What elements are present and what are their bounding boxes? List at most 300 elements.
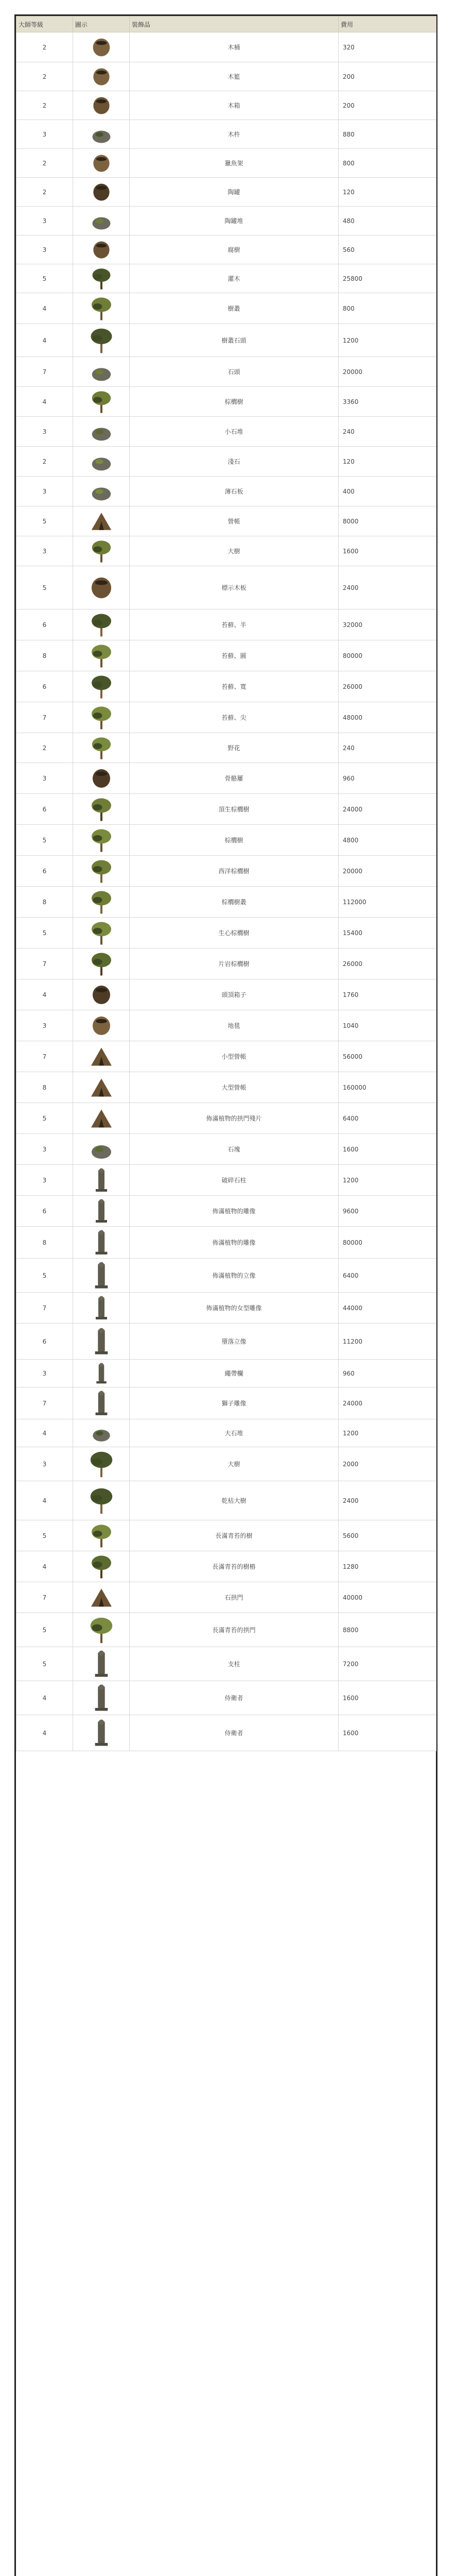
row-cost: 25800 — [339, 264, 436, 293]
rotten-log-icon — [73, 238, 129, 262]
table-row — [16, 640, 436, 671]
row-cost: 560 — [339, 235, 436, 264]
row-name: 野花 — [130, 733, 339, 763]
table-row — [16, 1259, 436, 1293]
guardian-icon — [73, 1684, 129, 1713]
row-level: 7 — [16, 357, 73, 387]
row-image — [73, 763, 130, 794]
pillar-icon — [73, 1650, 129, 1679]
row-cost: 1200 — [339, 324, 436, 357]
row-level: 3 — [16, 207, 73, 235]
lion-statue-icon — [73, 1390, 129, 1417]
row-level: 3 — [16, 1165, 73, 1196]
table-row — [16, 1447, 436, 1481]
tall-tree-icon — [73, 1450, 129, 1479]
decorations-table — [16, 16, 436, 1751]
row-image — [73, 32, 130, 62]
row-cost: 6400 — [339, 1259, 436, 1293]
table-row — [16, 324, 436, 357]
overgrown-statue-2-icon — [73, 1229, 129, 1256]
fallen-statue-icon — [73, 1327, 129, 1356]
row-image — [73, 1613, 130, 1647]
row-image — [73, 1227, 130, 1259]
mossy-stump-icon — [73, 1554, 129, 1580]
row-cost: 240 — [339, 733, 436, 763]
shrub-icon — [73, 267, 129, 291]
row-name: 侍衛者 — [130, 1715, 339, 1751]
row-level: 5 — [16, 506, 73, 536]
row-level: 6 — [16, 1196, 73, 1227]
mossy-arch-icon — [73, 1616, 129, 1645]
tent-icon — [73, 509, 129, 534]
row-image — [73, 1010, 130, 1041]
row-image — [73, 856, 130, 887]
row-level: 4 — [16, 293, 73, 324]
palm-icon — [73, 389, 129, 414]
row-image — [73, 1041, 130, 1072]
table-row — [16, 1551, 436, 1582]
row-image — [73, 447, 130, 477]
mossy-tree-icon — [73, 1523, 129, 1549]
table-row — [16, 417, 436, 447]
table-row — [16, 918, 436, 948]
row-name: 木箱 — [130, 91, 339, 120]
table-row — [16, 1324, 436, 1360]
header-cost: 費用 — [339, 16, 436, 32]
row-cost: 32000 — [339, 609, 436, 640]
row-level: 2 — [16, 32, 73, 62]
row-image — [73, 235, 130, 264]
bush-rock-icon — [73, 327, 129, 354]
row-cost: 5600 — [339, 1520, 436, 1551]
row-cost: 26000 — [339, 948, 436, 979]
row-level: 5 — [16, 825, 73, 856]
header-name: 裝飾品 — [130, 16, 339, 32]
row-name: 樹叢 — [130, 293, 339, 324]
moss-spire-icon — [73, 705, 129, 731]
row-image — [73, 1324, 130, 1360]
row-level: 6 — [16, 1324, 73, 1360]
row-cost: 1600 — [339, 1715, 436, 1751]
row-image — [73, 120, 130, 149]
row-level: 2 — [16, 62, 73, 91]
overgrown-statue-icon — [73, 1198, 129, 1224]
large-tent-icon — [73, 1075, 129, 1100]
table-row — [16, 948, 436, 979]
table-row — [16, 477, 436, 506]
row-level: 7 — [16, 1582, 73, 1613]
row-level: 4 — [16, 1419, 73, 1447]
row-level: 5 — [16, 1103, 73, 1134]
row-image — [73, 887, 130, 918]
row-name: 支柱 — [130, 1647, 339, 1681]
row-name: 石拱門 — [130, 1582, 339, 1613]
row-cost: 11200 — [339, 1324, 436, 1360]
table-row — [16, 1387, 436, 1419]
broken-pillar-icon — [73, 1167, 129, 1193]
row-level: 4 — [16, 979, 73, 1010]
row-level: 4 — [16, 324, 73, 357]
row-level: 7 — [16, 702, 73, 733]
table-row — [16, 702, 436, 733]
moss-round-icon — [73, 643, 129, 669]
row-level: 3 — [16, 1134, 73, 1165]
row-image — [73, 1259, 130, 1293]
row-name: 骨骼屢 — [130, 763, 339, 794]
table-row — [16, 357, 436, 387]
table-row — [16, 1520, 436, 1551]
row-image — [73, 979, 130, 1010]
row-image — [73, 794, 130, 825]
table-row — [16, 1010, 436, 1041]
row-cost: 480 — [339, 207, 436, 235]
row-cost: 1280 — [339, 1551, 436, 1582]
guardian-2-icon — [73, 1719, 129, 1748]
row-image — [73, 702, 130, 733]
table-row — [16, 733, 436, 763]
row-cost: 1040 — [339, 1010, 436, 1041]
table-row — [16, 794, 436, 825]
table-row — [16, 763, 436, 794]
row-cost: 6400 — [339, 1103, 436, 1134]
table-row — [16, 178, 436, 207]
row-level: 5 — [16, 1613, 73, 1647]
table-row — [16, 536, 436, 566]
row-name: 生心棕櫚樹 — [130, 918, 339, 948]
row-cost: 7200 — [339, 1647, 436, 1681]
row-cost: 20000 — [339, 357, 436, 387]
row-cost: 24000 — [339, 1387, 436, 1419]
wildflower-icon — [73, 736, 129, 760]
row-image — [73, 1360, 130, 1387]
row-level: 8 — [16, 1227, 73, 1259]
row-name: 乾枯大樹 — [130, 1481, 339, 1520]
row-image — [73, 1520, 130, 1551]
row-cost: 8800 — [339, 1613, 436, 1647]
row-cost: 3360 — [339, 387, 436, 417]
row-level: 2 — [16, 447, 73, 477]
barrel-icon — [73, 35, 129, 60]
row-name: 大型營帳 — [130, 1072, 339, 1103]
row-level: 3 — [16, 1010, 73, 1041]
row-name: 石塊 — [130, 1134, 339, 1165]
row-image — [73, 1293, 130, 1324]
wooden-bucket-icon — [73, 94, 129, 117]
table-row — [16, 1134, 436, 1165]
row-name: 頭頂箱子 — [130, 979, 339, 1010]
row-cost: 240 — [339, 417, 436, 447]
header-level: 大師等級 — [16, 16, 73, 32]
row-image — [73, 1165, 130, 1196]
row-cost: 80000 — [339, 640, 436, 671]
row-cost: 320 — [339, 32, 436, 62]
sign-board-icon — [73, 573, 129, 602]
row-cost: 8000 — [339, 506, 436, 536]
row-image — [73, 1196, 130, 1227]
table-row — [16, 1227, 436, 1259]
row-name: 苔蘚、半 — [130, 609, 339, 640]
row-level: 2 — [16, 91, 73, 120]
row-cost: 960 — [339, 1360, 436, 1387]
bones-icon — [73, 766, 129, 791]
row-image — [73, 566, 130, 609]
row-cost: 112000 — [339, 887, 436, 918]
row-level: 6 — [16, 609, 73, 640]
western-palm-icon — [73, 858, 129, 884]
table-row — [16, 1041, 436, 1072]
row-level: 5 — [16, 1259, 73, 1293]
row-level: 2 — [16, 149, 73, 178]
jar-pile-icon — [73, 209, 129, 233]
row-cost: 1760 — [339, 979, 436, 1010]
row-image — [73, 733, 130, 763]
row-name: 陶罐 — [130, 178, 339, 207]
row-name: 木桶 — [130, 32, 339, 62]
palm-cluster-icon — [73, 889, 129, 915]
row-image — [73, 1387, 130, 1419]
row-image — [73, 1134, 130, 1165]
row-level: 3 — [16, 235, 73, 264]
table-row — [16, 1582, 436, 1613]
row-level: 7 — [16, 1387, 73, 1419]
table-row — [16, 887, 436, 918]
row-image — [73, 536, 130, 566]
row-cost: 1200 — [339, 1165, 436, 1196]
rug-icon — [73, 1013, 129, 1039]
row-level: 3 — [16, 120, 73, 149]
row-name: 標示木板 — [130, 566, 339, 609]
row-cost: 44000 — [339, 1293, 436, 1324]
row-image — [73, 387, 130, 417]
row-name: 繩帶欄 — [130, 1360, 339, 1387]
table-row — [16, 32, 436, 62]
row-name: 地毯 — [130, 1010, 339, 1041]
table-row — [16, 979, 436, 1010]
row-name: 棕櫚樹 — [130, 825, 339, 856]
table-row — [16, 1072, 436, 1103]
row-cost: 1600 — [339, 536, 436, 566]
flat-stone-icon — [73, 449, 129, 474]
row-image — [73, 1419, 130, 1447]
row-image — [73, 825, 130, 856]
row-name: 墮落立像 — [130, 1324, 339, 1360]
wood-pile-icon — [73, 123, 129, 146]
row-level: 5 — [16, 1647, 73, 1681]
row-name: 大樹 — [130, 536, 339, 566]
row-name: 腐樹 — [130, 235, 339, 264]
row-name: 長滿青苔的樹 — [130, 1520, 339, 1551]
row-level: 3 — [16, 763, 73, 794]
row-image — [73, 62, 130, 91]
row-image — [73, 1647, 130, 1681]
crate-icon — [73, 982, 129, 1008]
row-cost: 9600 — [339, 1196, 436, 1227]
table-row — [16, 1103, 436, 1134]
row-name: 大石堆 — [130, 1419, 339, 1447]
row-name: 樹叢石頭 — [130, 324, 339, 357]
row-image — [73, 264, 130, 293]
table-row — [16, 149, 436, 178]
dead-tree-icon — [73, 1486, 129, 1515]
table-row — [16, 293, 436, 324]
table-row — [16, 387, 436, 417]
heart-palm-icon — [73, 920, 129, 946]
table-row — [16, 91, 436, 120]
row-cost: 800 — [339, 293, 436, 324]
bush-icon — [73, 296, 129, 321]
row-image — [73, 417, 130, 447]
row-level: 3 — [16, 1447, 73, 1481]
row-level: 3 — [16, 536, 73, 566]
table-row — [16, 1613, 436, 1647]
row-name: 長滿青苔的拱門 — [130, 1613, 339, 1647]
row-level: 8 — [16, 1072, 73, 1103]
table-row — [16, 120, 436, 149]
row-level: 2 — [16, 178, 73, 207]
standing-statue-icon — [73, 1261, 129, 1290]
row-image — [73, 506, 130, 536]
table-row — [16, 1360, 436, 1387]
row-name: 獵魚架 — [130, 149, 339, 178]
row-level: 5 — [16, 264, 73, 293]
small-tent-icon — [73, 1044, 129, 1070]
row-cost: 1600 — [339, 1681, 436, 1715]
row-level: 6 — [16, 794, 73, 825]
row-name: 片岩棕櫚樹 — [130, 948, 339, 979]
row-name: 小石堆 — [130, 417, 339, 447]
row-image — [73, 1481, 130, 1520]
row-cost: 24000 — [339, 794, 436, 825]
row-image — [73, 357, 130, 387]
row-cost: 40000 — [339, 1582, 436, 1613]
row-cost: 56000 — [339, 1041, 436, 1072]
row-name: 佈滿植物的雕像 — [130, 1227, 339, 1259]
row-cost: 400 — [339, 477, 436, 506]
row-name: 木杵 — [130, 120, 339, 149]
rope-stand-icon — [73, 1362, 129, 1385]
row-name: 陶罐堆 — [130, 207, 339, 235]
row-level: 8 — [16, 887, 73, 918]
row-image — [73, 640, 130, 671]
row-name: 破碎石柱 — [130, 1165, 339, 1196]
row-image — [73, 671, 130, 702]
clay-jar-icon — [73, 180, 129, 204]
row-cost: 4800 — [339, 825, 436, 856]
row-name: 西洋棕櫚樹 — [130, 856, 339, 887]
row-image — [73, 948, 130, 979]
row-image — [73, 149, 130, 178]
header-image: 圖示 — [73, 16, 130, 32]
table-row — [16, 1196, 436, 1227]
row-level: 8 — [16, 640, 73, 671]
table-row — [16, 566, 436, 609]
table-row — [16, 1481, 436, 1520]
row-cost: 15400 — [339, 918, 436, 948]
table-row — [16, 1293, 436, 1324]
row-cost: 1200 — [339, 1419, 436, 1447]
table-row — [16, 1715, 436, 1751]
stone-slab-icon — [73, 479, 129, 504]
row-level: 2 — [16, 733, 73, 763]
row-image — [73, 207, 130, 235]
row-level: 4 — [16, 387, 73, 417]
row-image — [73, 91, 130, 120]
table-frame — [14, 14, 437, 2576]
row-cost: 2400 — [339, 1481, 436, 1520]
top-palm-icon — [73, 796, 129, 822]
row-cost: 880 — [339, 120, 436, 149]
moss-half-icon — [73, 612, 129, 638]
table-row — [16, 62, 436, 91]
tree-icon — [73, 539, 129, 564]
row-name: 淺石 — [130, 447, 339, 477]
table-row — [16, 235, 436, 264]
row-name: 苔蘚、圓 — [130, 640, 339, 671]
row-image — [73, 1447, 130, 1481]
row-cost: 120 — [339, 447, 436, 477]
row-level: 3 — [16, 1360, 73, 1387]
row-name: 薄石板 — [130, 477, 339, 506]
row-level: 4 — [16, 1551, 73, 1582]
row-cost: 80000 — [339, 1227, 436, 1259]
row-cost: 48000 — [339, 702, 436, 733]
rock-pile-icon — [73, 1422, 129, 1445]
row-name: 長滿青苔的樹樁 — [130, 1551, 339, 1582]
table-row — [16, 825, 436, 856]
row-image — [73, 1103, 130, 1134]
row-level: 7 — [16, 948, 73, 979]
row-image — [73, 477, 130, 506]
table-row — [16, 1419, 436, 1447]
row-image — [73, 609, 130, 640]
table-row — [16, 1681, 436, 1715]
row-name: 營帳 — [130, 506, 339, 536]
row-name: 苔蘚、寬 — [130, 671, 339, 702]
row-level: 5 — [16, 918, 73, 948]
row-cost: 800 — [339, 149, 436, 178]
row-name: 灌木 — [130, 264, 339, 293]
row-level: 4 — [16, 1481, 73, 1520]
palm-small-icon — [73, 827, 129, 853]
table-row — [16, 609, 436, 640]
table-header-row — [16, 16, 436, 32]
moss-wide-icon — [73, 674, 129, 700]
row-level: 4 — [16, 1681, 73, 1715]
row-name: 苔蘚、尖 — [130, 702, 339, 733]
row-name: 大樹 — [130, 1447, 339, 1481]
table-row — [16, 506, 436, 536]
row-cost: 960 — [339, 763, 436, 794]
row-name: 佈滿植物的雕像 — [130, 1196, 339, 1227]
table-row — [16, 1165, 436, 1196]
row-cost: 2400 — [339, 566, 436, 609]
stone-block-icon — [73, 1137, 129, 1162]
table-row — [16, 856, 436, 887]
fish-rack-icon — [73, 151, 129, 175]
row-name: 佈滿植物的女型雕像 — [130, 1293, 339, 1324]
row-cost: 200 — [339, 91, 436, 120]
table-row — [16, 264, 436, 293]
row-name: 小型營帳 — [130, 1041, 339, 1072]
row-image — [73, 1681, 130, 1715]
row-cost: 160000 — [339, 1072, 436, 1103]
row-cost: 26000 — [339, 671, 436, 702]
female-statue-icon — [73, 1295, 129, 1321]
small-stone-icon — [73, 419, 129, 444]
basket-icon — [73, 65, 129, 89]
rock-icon — [73, 360, 129, 384]
row-name: 棕櫚樹 — [130, 387, 339, 417]
